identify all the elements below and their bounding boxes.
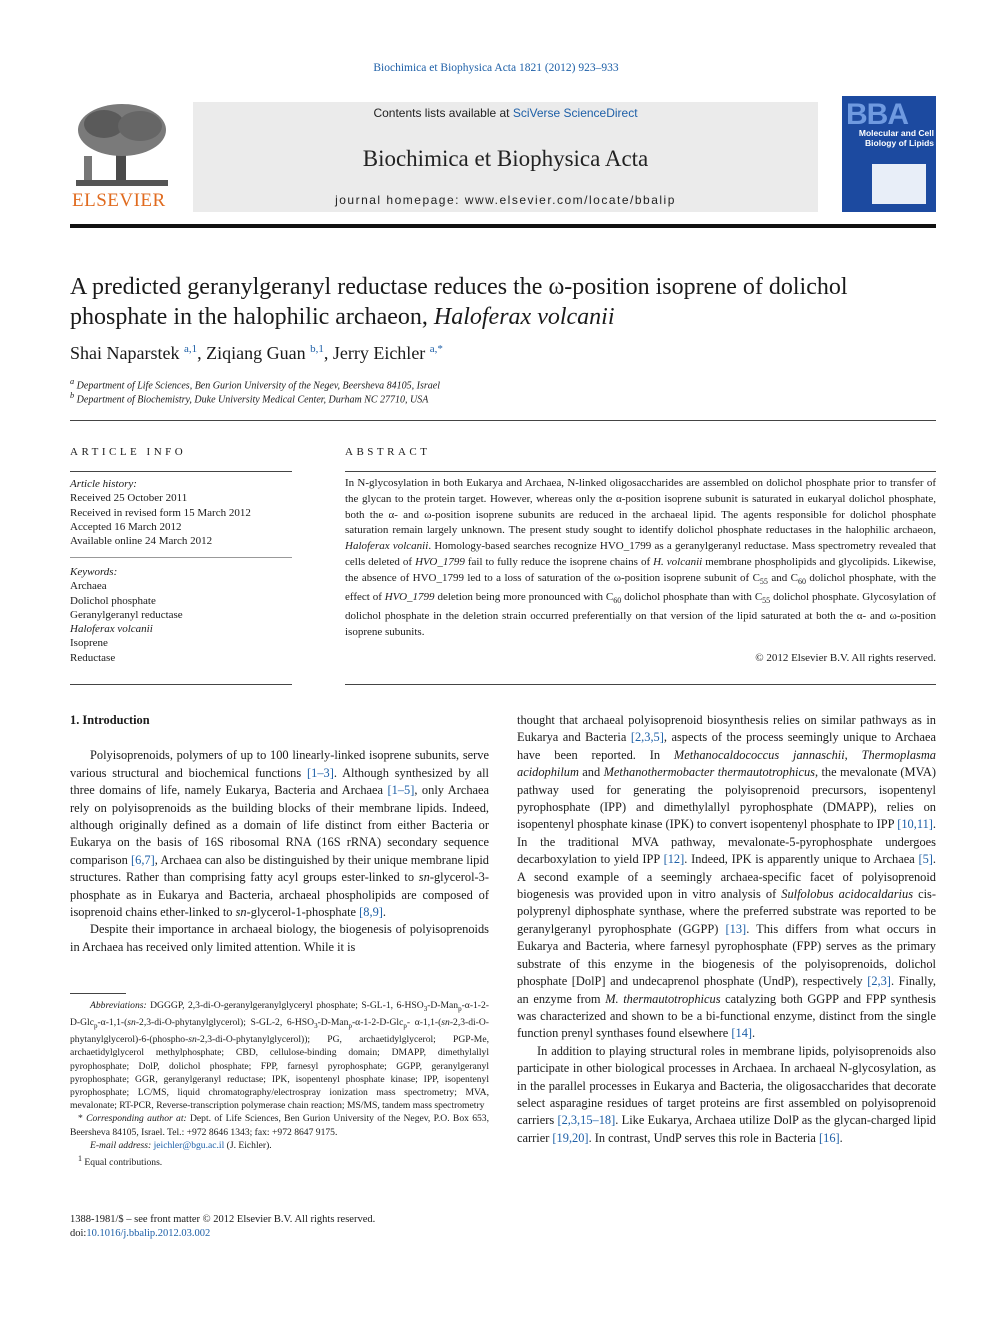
- elsevier-tree-icon: [70, 102, 174, 190]
- journal-title: Biochimica et Biophysica Acta: [362, 146, 649, 171]
- keywords-label: Keywords:: [70, 566, 118, 578]
- citation-link[interactable]: [2,3,15–18]: [557, 1113, 616, 1128]
- author-list: Shai Naparstek $^{a,1}$, Ziqiang Guan $^{b,1}$, Jerry Eichler $^{a,*}$: [70, 343, 443, 363]
- equal-text: Equal contributions.: [84, 1157, 163, 1169]
- affiliation: [70, 377, 440, 391]
- citation-link[interactable]: [16]: [819, 1130, 840, 1145]
- body-column-right: [517, 712, 936, 1147]
- history-entry: Received in revised form 15 March 2012: [70, 506, 251, 519]
- section-heading: 1. Introduction: [70, 713, 150, 727]
- paragraph: thought that archaeal polyisoprenoid biosynthesis relies on similar pathways as in Eukarya and Bacteria [2,3,5], aspects of the process seemingly unique to Archaea have been reported. In Methanocaldococcus jannaschii, Thermoplasma acidophilum and Methanothermobacter thermautotrophicus, the mevalonate (MVA) pathway used for generating the polyisoprenoid precursors, isopentenyl pyrophosphate (IPP) and dimethylallyl pyrophosphate (DMAPP), relies on isopentenyl phosphate kinase (IPK) to convert isopentenyl phosphate to IPP [10,11]. In the traditional MVA pathway, mevalonate-5-pyrophosphate undergoes decarboxylation to yield IPP [12]. Indeed, IPK is apparently unique to Archaea [5]. A second example of a seemingly archaea-specific facet of polyisoprenoid biogenesis was provided upon in vitro analysis of Sulfolobus acidocaldarius cis-polyprenyl diphosphate synthase, where the preferred substrate was reported to be geranylgeranyl pyrophosphate (GGPP) [13]. This differs from what occurs in Eukarya and Bacteria, where farnesyl pyrophosphate (FPP) serves as the primary substrate of this enzyme in the biogenesis of the polyisoprenoids, dolichol phosphate [DolP] and undecaprenol phosphate (UndP), respectively [2,3]. Finally, an enzyme from M. thermautotrophicus catalyzing both GGPP and FPP synthesis was characterized and shown to be a bi-functional enzyme, distinct from the single function prenyl synthases found elsewhere [14].: [517, 713, 937, 1041]
- affiliation-text: Department of Biochemistry, Duke University Medical Center, Durham NC 27710, USA: [76, 394, 429, 406]
- doi-line: [70, 1227, 375, 1241]
- history-entry: Accepted 16 March 2012: [70, 520, 182, 533]
- author-affil-marker[interactable]: a,*: [429, 343, 443, 355]
- equal-footnote: $^1$ Equal contributions.: [78, 1154, 163, 1169]
- cover-acronym: BBA: [846, 98, 908, 131]
- info-rule-top: [70, 471, 292, 472]
- citation-link[interactable]: [8,9]: [359, 905, 383, 920]
- author-name: Jerry Eichler: [332, 343, 426, 363]
- contents-line: [193, 106, 818, 120]
- info-rule-mid: [70, 557, 292, 558]
- keyword: Geranylgeranyl reductase: [70, 608, 183, 621]
- citation-link[interactable]: [5]: [918, 852, 933, 867]
- title-species: Haloferax volcanii: [433, 304, 615, 330]
- keyword: Isoprene: [70, 637, 108, 650]
- body-column-left: [70, 712, 489, 956]
- citation-link[interactable]: [1–5]: [387, 783, 415, 798]
- author-name: Shai Naparstek: [70, 343, 180, 363]
- abstract-text: In N-glycosylation in both Eukarya and Archaea, N-linked oligosaccharides are assembled on dolichol phosphate prior to transfer of the glycan to the protein target. However, whereas only the α-position isoprene subunit is saturated in eukaryal dolichol phosphate, both the α- and ω-position isoprene subunits are reduced in the archaeal lipid. The agents responsible for dolichol phosphate saturation remain largely unknown. The present study sought to identify dolichol phosphate reductases in the halophilic archaeon, Haloferax volcanii. Homology-based searches recognize HVO_1799 as a geranylgeranyl reductase. Mass spectrometry revealed that cells deleted of HVO_1799 fail to fully reduce the isoprene chains of H. volcanii membrane phospholipids and glycolipids. Likewise, the absence of HVO_1799 led to a loss of saturation of the ω-position isoprene subunit of $C_{55}$ and $C_{60}$ dolichol phosphate, with the effect of HVO_1799 deletion being more pronounced with $C_{60}$ dolichol phosphate than with $C_{55}$ dolichol phosphate. Glycosylation of dolichol phosphate in the deletion strain occurred preferentially on that version of the lipid saturated at both the α- and ω-position isoprene subunits.: [345, 477, 937, 638]
- citation-link[interactable]: [12]: [663, 852, 685, 867]
- footnotes: [70, 999, 489, 1169]
- corresponding-text: Dept. of Life Sciences, Ben Gurion University of the Negev, P.O. Box 653, Beersheva 84105, Israel. Tel.: +972 8646 1343; fax: +972 8647 9175.: [70, 1113, 489, 1138]
- keyword: Haloferax volcanii: [70, 623, 153, 636]
- history-entry: Available online 24 March 2012: [70, 535, 213, 548]
- elsevier-logo[interactable]: [70, 102, 174, 212]
- abstract-rule-top: [345, 471, 936, 472]
- doi-link[interactable]: 10.1016/j.bbalip.2012.03.002: [86, 1228, 211, 1239]
- doi-label: doi:: [70, 1228, 87, 1239]
- citation-link[interactable]: [2,3]: [867, 974, 891, 989]
- affiliation-mark: a: [70, 377, 75, 386]
- paragraph: Despite their importance in archaeal biology, the biogenesis of polyisoprenoids in Archaea has received only limited attention. While it is: [70, 922, 489, 954]
- section-rule: [70, 420, 936, 421]
- journal-banner: [193, 102, 818, 212]
- elsevier-wordmark: ELSEVIER: [72, 190, 166, 211]
- article-history: [70, 477, 292, 548]
- info-rule-bottom: [70, 684, 292, 685]
- corresponding-footnote: * Corresponding author at: Dept. of Life Sciences, Ben Gurion University of the Negev, P.O. Box 653, Beersheva 84105, Israel. Tel.: +972 8646 1343; fax: +972 8647 9175.: [70, 1113, 489, 1138]
- cover-subtitle: Molecular and Cell Biology of Lipids: [858, 128, 934, 148]
- email-suffix: (J. Eichler).: [224, 1139, 272, 1151]
- citation-link[interactable]: [13]: [725, 921, 747, 936]
- author-affil-marker[interactable]: b,1: [310, 343, 324, 355]
- email-footnote: [70, 1139, 489, 1152]
- article-info-heading: ARTICLE INFO: [70, 446, 187, 458]
- title-main: A predicted geranylgeranyl reductase reduces the ω-position isoprene of dolichol phosphate in the halophilic archaeon,: [70, 274, 848, 330]
- citation-link[interactable]: [1–3]: [307, 765, 334, 780]
- header-rule: [70, 224, 936, 228]
- journal-cover[interactable]: [842, 96, 936, 212]
- issn-line: 1388-1981/$ – see front matter © 2012 Elsevier B.V. All rights reserved.: [70, 1214, 376, 1225]
- front-matter: [70, 1213, 375, 1241]
- paragraph: In addition to playing structural roles in membrane lipids, polyisoprenoids also participate in other biological processes in Archaea. In archaeal N-glycosylation, as in the parallel processes in Eukarya and Bacteria, the oligosaccharides that decorate select asparagine residues of target proteins are first assembled on polyisoprenoid carriers [2,3,15–18]. Like Eukarya, Archaea utilize DolP as the glycan-charged lipid carrier [19,20]. In contrast, UndP serves this role in Bacteria [16].: [517, 1043, 936, 1145]
- journal-homepage[interactable]: journal homepage: www.elsevier.com/locate/bbalip: [335, 193, 676, 207]
- author-name: Ziqiang Guan: [206, 343, 306, 363]
- citation-link[interactable]: [6,7]: [131, 852, 155, 867]
- keywords: [70, 565, 292, 665]
- paragraph: Polyisoprenoids, polymers of up to 100 linearly-linked isoprene subunits, serve various structural and biochemical functions [1–3]. Although synthesized by all three domains of life, namely Eukarya, Bacteria and Archaea [1–5], only Archaea rely on polyisoprenoids as the building blocks of their membrane lipids. Indeed, although originally defined as a domain of life distinct from either Bacteria or Eukarya on the basis of 16S ribosomal RNA (16S rRNA) secondary sequence comparison [6,7], Archaea can also be distinguished by their unique membrane lipid structures. Rather than comprising fatty acyl groups ester-linked to sn-glycerol-3-phosphate as in Eukarya and Bacteria, archaeal phospholipids are composed of isoprenoid chains ether-linked to sn-glycerol-1-phosphate [8,9].: [70, 748, 490, 920]
- affiliation-mark: b: [70, 391, 75, 400]
- abstract-copyright: © 2012 Elsevier B.V. All rights reserved.: [755, 652, 936, 664]
- email-link[interactable]: jeichler@bgu.ac.il: [153, 1139, 225, 1151]
- citation-link[interactable]: [19,20]: [552, 1130, 589, 1145]
- citation-link[interactable]: [14]: [731, 1026, 753, 1041]
- article-title: [70, 272, 936, 332]
- journal-header: [70, 94, 936, 220]
- affiliation-text: Department of Life Sciences, Ben Gurion University of the Negev, Beersheva 84105, Israel: [76, 380, 441, 392]
- citation-link[interactable]: [10,11]: [897, 817, 933, 832]
- author-affil-marker[interactable]: a,1: [183, 343, 198, 355]
- email-label: E-mail address:: [90, 1139, 152, 1151]
- abstract-heading: ABSTRACT: [345, 446, 431, 458]
- abstract-rule-bottom: [345, 684, 936, 685]
- keyword: Archaea: [70, 580, 107, 593]
- citation-link[interactable]: [2,3,5]: [630, 730, 664, 745]
- keyword: Dolichol phosphate: [70, 594, 156, 607]
- history-entry: Received 25 October 2011: [70, 492, 188, 505]
- affiliation: [70, 391, 428, 405]
- keyword: Reductase: [70, 651, 116, 664]
- footnote-rule: [70, 993, 126, 994]
- corresponding-label: Corresponding author at:: [86, 1113, 187, 1125]
- cover-figure: [872, 164, 926, 204]
- history-label: Article history:: [70, 478, 137, 490]
- sciencedirect-link[interactable]: SciVerse ScienceDirect: [512, 106, 638, 120]
- contents-prefix: Contents lists available at: [373, 106, 513, 120]
- journal-citation[interactable]: Biochimica et Biophysica Acta 1821 (2012) 923–933: [373, 62, 619, 74]
- abbreviations-footnote: Abbreviations: DGGGP, 2,3-di-O-geranylgeranylglyceryl phosphate; S-GL-1, $6-HSO_3-D-Man_p-\alpha-1-2-D-Glc_p-\alpha-1,1-(sn-2,3-di-O-phytanylglycerol)$; S-GL-2, $6-HSO_3-D-Man_p-\alpha-1-2-D-Glc_p-$ α-1,1-(sn-2,3-di-O-phytanylglycerol)-6-(phospho-sn-2,3-di-O-phytanylglycerol)); PG, archaetidylglycerol; PGP-Me, archaetidylglycerol methylphosphate; CBD, cellulose-binding domain; DMAPP, dimethylallyl pyrophosphate; DolP, dolichol phosphate; FPP, farnesyl pyrophosphate; GGPP, geranylgeranyl pyrophosphate; GGR, geranylgeranyl reductase; IPK, isopentenyl phosphate kinase; IPP, isopentenyl pyrophosphate; LC/MS, liquid chromatography/electrospray ionization mass spectrometry; MVA, mevalonate; RT-PCR, Reverse-transcription polymerase chain reaction; MS/MS, tandem mass spectrometry: [70, 1000, 489, 1112]
